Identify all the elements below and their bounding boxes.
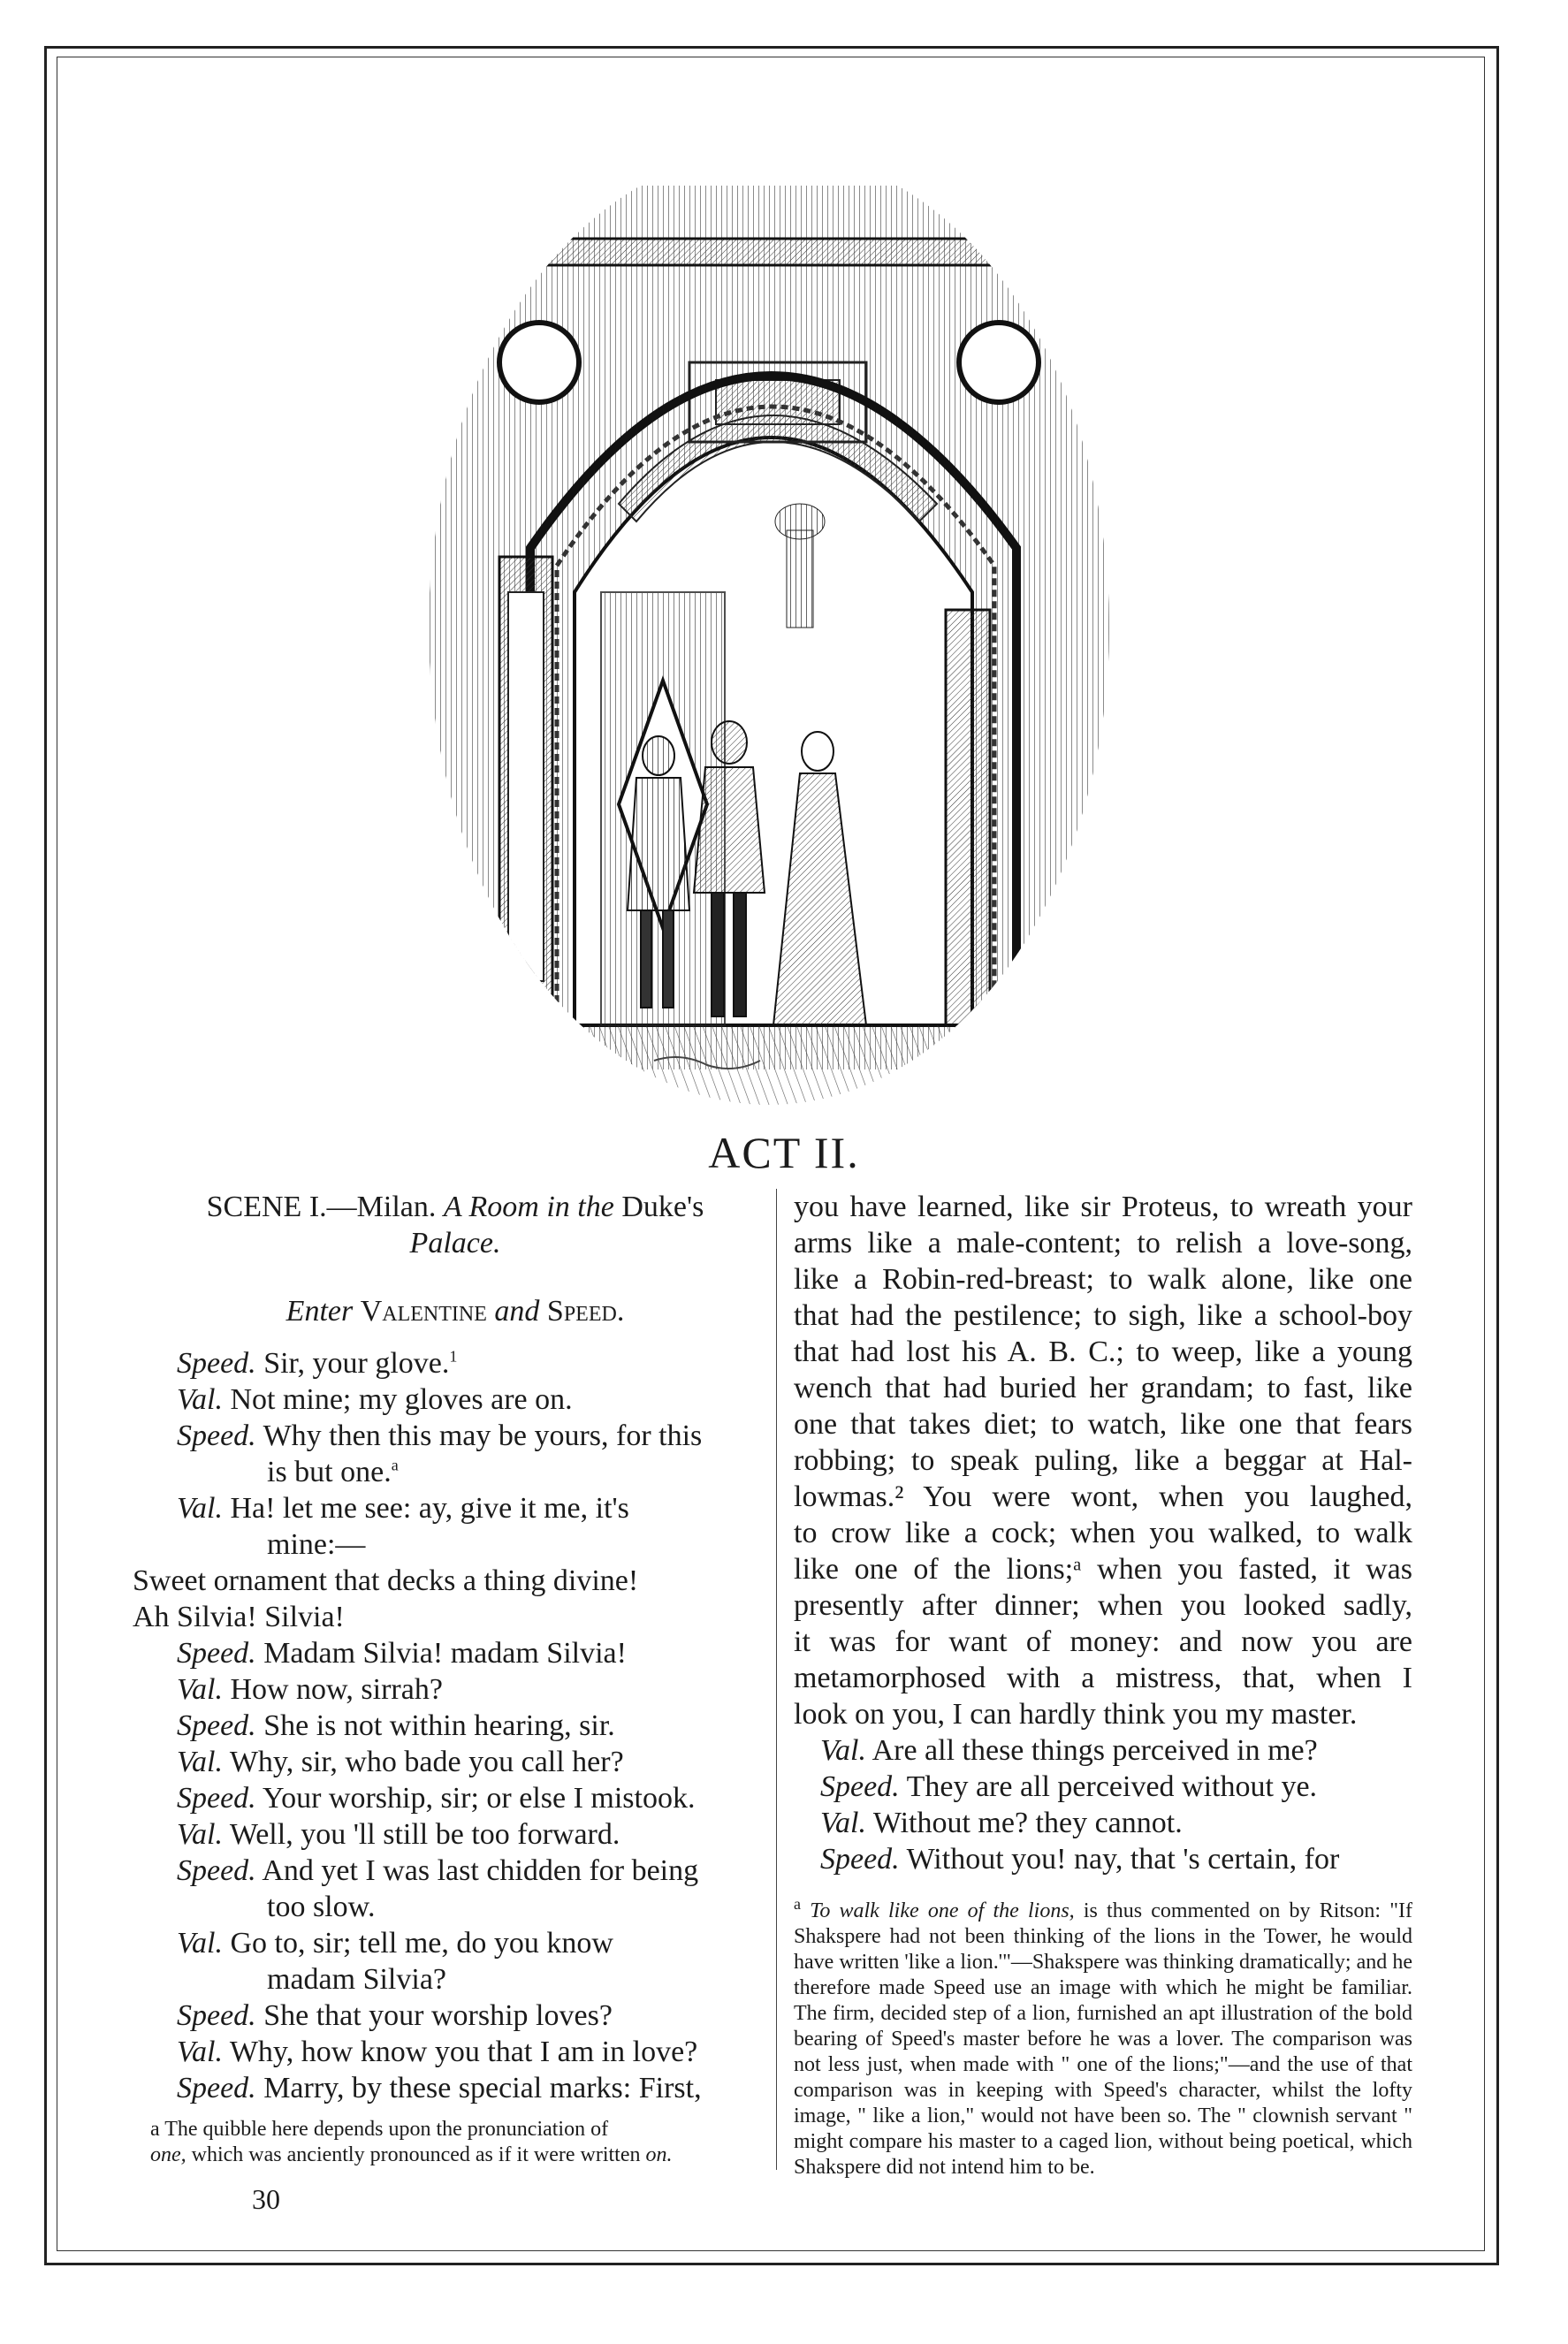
prose-line: wench that had buried her grandam; to fast, like bbox=[794, 1372, 1412, 1404]
speaker-name: Val. bbox=[177, 2036, 223, 2068]
speaker-name: Val. bbox=[820, 1807, 866, 1839]
dialogue-line bbox=[794, 1841, 1412, 1877]
dialogue-line bbox=[150, 1925, 760, 1961]
prose-line: look on you, I can hardly think you my master. bbox=[794, 1698, 1358, 1731]
stage-direction: Enter Valentine and Speed. bbox=[285, 1295, 625, 1328]
speech-text: mine:— bbox=[267, 1528, 366, 1561]
dialogue-line bbox=[794, 1732, 1412, 1769]
speaker-name: Val. bbox=[177, 1673, 223, 1706]
column-divider bbox=[776, 1189, 777, 2170]
speech-text: madam Silvia? bbox=[267, 1963, 447, 1996]
footnote-ref: 1 bbox=[449, 1347, 458, 1366]
speech-text: She is not within hearing, sir. bbox=[263, 1709, 615, 1742]
speech-text: Ah Silvia! Silvia! bbox=[133, 1601, 345, 1633]
footnote-lead: To walk like one of the lions, bbox=[810, 1899, 1075, 1922]
speech-text: Marry, by these special marks: First, bbox=[263, 2072, 702, 2104]
speaker-name: Val. bbox=[820, 1734, 866, 1767]
speaker-name: Val. bbox=[177, 1492, 223, 1525]
speech-text: And yet I was last chidden for being bbox=[262, 1854, 699, 1887]
dialogue-line bbox=[150, 1780, 760, 1816]
dialogue-line bbox=[150, 1853, 760, 1889]
right-column bbox=[794, 1189, 1412, 1877]
verse-line bbox=[133, 1563, 760, 1599]
verse-line bbox=[133, 1599, 760, 1635]
speaker-name: Speed. bbox=[177, 1637, 256, 1670]
footnote-marker: a bbox=[150, 2118, 160, 2141]
dialogue-line bbox=[150, 1708, 760, 1744]
speaker-name: Speed. bbox=[177, 1999, 256, 2032]
speech-text: She that your worship loves? bbox=[263, 1999, 613, 2032]
dialogue-line bbox=[150, 2070, 760, 2106]
footnote-word: one, bbox=[150, 2143, 186, 2166]
dialogue-line bbox=[794, 1805, 1412, 1841]
speech-text: Go to, sir; tell me, do you know bbox=[230, 1927, 613, 1960]
speech-text: Well, you 'll still be too forward. bbox=[229, 1818, 620, 1851]
speaker-name: Speed. bbox=[177, 1419, 256, 1452]
speech-text: Madam Silvia! madam Silvia! bbox=[263, 1637, 627, 1670]
act-title: ACT II. bbox=[708, 1128, 860, 1177]
prose-right bbox=[794, 1189, 1412, 1696]
dialogue-line bbox=[150, 2034, 760, 2070]
speaker-name: Speed. bbox=[177, 1709, 256, 1742]
speaker-name: Val. bbox=[177, 1927, 223, 1960]
dialogue-line bbox=[794, 1769, 1412, 1805]
prose-line: arms like a male-content; to relish a love-song, bbox=[794, 1227, 1412, 1260]
speech-text: Why, how know you that I am in love? bbox=[229, 2036, 698, 2068]
speaker-name: Speed. bbox=[177, 1782, 256, 1815]
speech-text: is but one. bbox=[267, 1456, 392, 1488]
prose-line: like a Robin-red-breast; to walk alone, like one bbox=[794, 1263, 1412, 1296]
dialogue-line bbox=[150, 1381, 760, 1418]
left-column bbox=[133, 1189, 760, 2106]
dialogue-line bbox=[150, 1671, 760, 1708]
prose-line: one that takes diet; to watch, like one that fears bbox=[794, 1408, 1412, 1441]
speech-text: Why, sir, who bade you call her? bbox=[229, 1746, 624, 1778]
speaker-name: Speed. bbox=[820, 1770, 900, 1803]
footnote-text: is thus commented on by Ritson: "If Shakspere had not been thinking of the lions in the Tower, he would have written 'like a lion.'"—Shakspere was thinking dramatically; and he therefore made Speed use an image with which he might be familiar. The firm, decided step of a lion, furnished an apt illustration of the bold bearing of Speed's master before he was a lover. The comparison was not less just, when made with " one of the lions;"—and the use of that comparison was in keeping with Speed's character, whilst the lofty image, " like a lion," would not have been so. The " clownish servant " might compare his master to a caged lion, without being poetical, which Shakspere did not intend him to be. bbox=[794, 1899, 1413, 2179]
scene-heading: SCENE I.—Milan. A Room in the Duke's bbox=[206, 1191, 704, 1223]
speech-text: Without you! nay, that 's certain, for bbox=[906, 1843, 1340, 1876]
prose-line: that had the pestilence; to sigh, like a school-boy bbox=[794, 1299, 1412, 1332]
speaker-name: Speed. bbox=[177, 1347, 256, 1380]
speech-text: Why then this may be yours, for this bbox=[263, 1419, 703, 1452]
act-illustration bbox=[424, 133, 1114, 1114]
dialogue-line bbox=[150, 1816, 760, 1853]
prose-line: that had lost his A. B. C.; to weep, like a young bbox=[794, 1336, 1412, 1368]
footnote-line: which was anciently pronounced as if it were written bbox=[186, 2143, 646, 2166]
dialogue-right bbox=[794, 1732, 1412, 1877]
speech-text: too slow. bbox=[267, 1891, 376, 1923]
prose-line: robbing; to speak puling, like a beggar at Hal- bbox=[794, 1444, 1412, 1477]
scene-heading-cont: Palace. bbox=[409, 1227, 501, 1260]
speech-text: Sir, your glove. bbox=[263, 1347, 450, 1380]
footnote-left bbox=[150, 2117, 760, 2168]
speech-text: Your worship, sir; or else I mistook. bbox=[262, 1782, 696, 1815]
speech-continuation bbox=[150, 1454, 760, 1490]
prose-line: it was for want of money: and now you are bbox=[794, 1625, 1412, 1658]
speech-continuation bbox=[150, 1961, 760, 1998]
prose-line: like one of the lions;ᵃ when you fasted, it was bbox=[794, 1553, 1412, 1586]
footnote-marker: a bbox=[794, 1895, 801, 1913]
footnote-ref: a bbox=[391, 1456, 399, 1474]
speech-text: Are all these things perceived in me? bbox=[872, 1734, 1318, 1767]
dialogue-line bbox=[150, 1744, 760, 1780]
dialogue-line bbox=[150, 1418, 760, 1454]
speech-text: They are all perceived without ye. bbox=[906, 1770, 1318, 1803]
speaker-name: Speed. bbox=[177, 1854, 256, 1887]
speech-text: How now, sirrah? bbox=[230, 1673, 443, 1706]
dialogue-left bbox=[133, 1345, 760, 2106]
footnote-line: The quibble here depends upon the pronunciation of bbox=[164, 2118, 609, 2141]
dialogue-line bbox=[150, 1635, 760, 1671]
speaker-name: Val. bbox=[177, 1818, 223, 1851]
footnote-right bbox=[794, 1895, 1413, 2180]
speech-continuation bbox=[150, 1889, 760, 1925]
dialogue-line bbox=[150, 1345, 760, 1381]
speaker-name: Speed. bbox=[177, 2072, 256, 2104]
prose-line: to crow like a cock; when you walked, to walk bbox=[794, 1517, 1412, 1549]
speech-continuation bbox=[150, 1526, 760, 1563]
footnote-word: on. bbox=[645, 2143, 673, 2166]
speech-text: Not mine; my gloves are on. bbox=[230, 1383, 573, 1416]
dialogue-line bbox=[150, 1490, 760, 1526]
prose-line: presently after dinner; when you looked sadly, bbox=[794, 1589, 1412, 1622]
prose-line: metamorphosed with a mistress, that, when I bbox=[794, 1662, 1412, 1694]
speech-text: Sweet ornament that decks a thing divine! bbox=[133, 1564, 639, 1597]
page-number: 30 bbox=[252, 2183, 280, 2215]
prose-line: lowmas.² You were wont, when you laughed, bbox=[794, 1480, 1412, 1513]
prose-line: you have learned, like sir Proteus, to wreath your bbox=[794, 1191, 1412, 1223]
speaker-name: Val. bbox=[177, 1746, 223, 1778]
speech-text: Ha! let me see: ay, give it me, it's bbox=[230, 1492, 629, 1525]
speech-text: Without me? they cannot. bbox=[872, 1807, 1183, 1839]
speaker-name: Val. bbox=[177, 1383, 223, 1416]
speaker-name: Speed. bbox=[820, 1843, 900, 1876]
dialogue-line bbox=[150, 1998, 760, 2034]
